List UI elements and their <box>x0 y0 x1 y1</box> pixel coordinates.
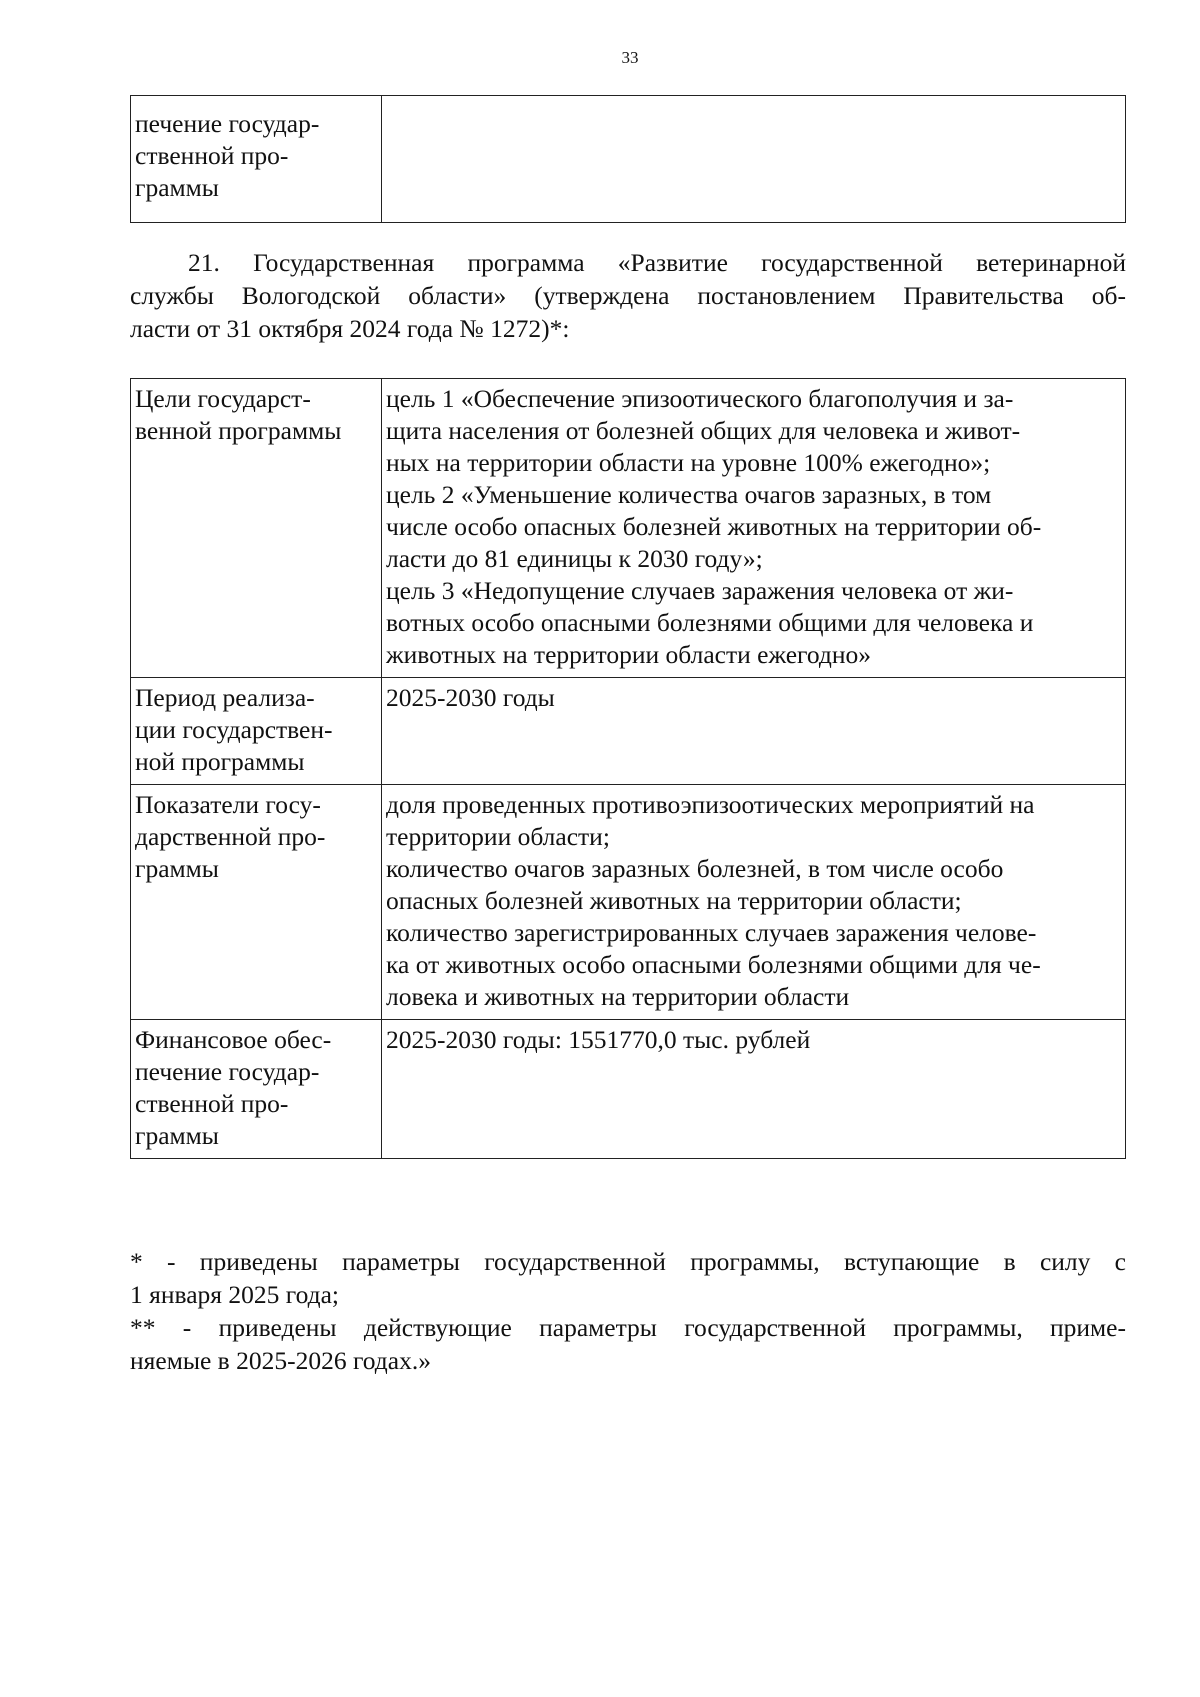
table-cell-label <box>131 785 382 1020</box>
section-heading-line: ласти от 31 октября 2024 года № 1272)*: <box>130 314 570 343</box>
cell-line: Финансовое обес- <box>135 1025 332 1054</box>
cell-line: вотных особо опасными болезнями общими для человека и <box>386 608 1034 637</box>
cell-line: граммы <box>135 854 219 883</box>
cell-line: территории области; <box>386 822 610 851</box>
table-cell-label <box>131 678 382 785</box>
cell-line: венной программы <box>135 416 342 445</box>
table-cell-value-empty <box>382 96 1126 223</box>
cell-line: числе особо опасных болезней животных на территории об- <box>386 512 1042 541</box>
cell-line: цель 2 «Уменьшение количества очагов заразных, в том <box>386 480 992 509</box>
footnote-line: няемые в 2025-2026 годах.» <box>130 1346 431 1375</box>
cell-line: дарственной про- <box>135 822 326 851</box>
cell-line: цель 1 «Обеспечение эпизоотического благополучия и за- <box>386 384 1014 413</box>
cell-line: 2025-2030 годы <box>386 683 555 712</box>
section-heading-line: 21. Государственная программа «Развитие государственной ветеринарной <box>188 248 1126 277</box>
cell-line: Период реализа- <box>135 683 315 712</box>
footnotes <box>130 1245 1126 1377</box>
table-row <box>131 379 1126 678</box>
table-cell-value <box>382 678 1126 785</box>
cell-line: животных на территории области ежегодно» <box>386 640 872 669</box>
table-cell-value <box>382 785 1126 1020</box>
cell-line: ласти до 81 единицы к 2030 году»; <box>386 544 763 573</box>
table-cell-label <box>131 1020 382 1159</box>
section-heading-line: службы Вологодской области» (утверждена постановлением Правительства об- <box>130 281 1126 310</box>
cell-line: ной программы <box>135 747 305 776</box>
cell-line: Показатели госу- <box>135 790 321 819</box>
cell-line: граммы <box>135 1121 219 1150</box>
program-passport-table <box>130 378 1126 1159</box>
cell-line: количество очагов заразных болезней, в том числе особо <box>386 854 1004 883</box>
cell-line: Цели государст- <box>135 384 311 413</box>
table-row <box>131 96 1126 223</box>
cell-line: количество зарегистрированных случаев заражения челове- <box>386 918 1037 947</box>
page-number: 33 <box>621 48 639 67</box>
cell-line: ловека и животных на территории области <box>386 982 850 1011</box>
cell-line: ных на территории области на уровне 100% ежегодно»; <box>386 448 991 477</box>
top-table-continuation <box>130 95 1126 223</box>
cell-line: печение государ- <box>135 1057 320 1086</box>
cell-line: 2025-2030 годы: 1551770,0 тыс. рублей <box>386 1025 811 1054</box>
footnote-line: * - приведены параметры государственной программы, вступающие в силу с <box>130 1247 1126 1276</box>
section-heading <box>130 246 1126 345</box>
table-cell-label <box>131 96 382 223</box>
table-row <box>131 785 1126 1020</box>
cell-line: печение государ- <box>135 109 320 138</box>
cell-line: ственной про- <box>135 1089 289 1118</box>
table-row <box>131 1020 1126 1159</box>
table-row <box>131 678 1126 785</box>
cell-line: доля проведенных противоэпизоотических мероприятий на <box>386 790 1035 819</box>
table-cell-label <box>131 379 382 678</box>
cell-line: цель 3 «Недопущение случаев заражения человека от жи- <box>386 576 1014 605</box>
cell-line: граммы <box>135 173 219 202</box>
cell-line: опасных болезней животных на территории области; <box>386 886 962 915</box>
table-cell-value <box>382 1020 1126 1159</box>
cell-line: ственной про- <box>135 141 289 170</box>
footnote-line: 1 января 2025 года; <box>130 1280 339 1309</box>
cell-line: щита населения от болезней общих для человека и живот- <box>386 416 1021 445</box>
cell-line: ка от животных особо опасными болезнями общими для че- <box>386 950 1041 979</box>
table-cell-value <box>382 379 1126 678</box>
cell-line: ции государствен- <box>135 715 333 744</box>
footnote-line: ** - приведены действующие параметры государственной программы, приме- <box>130 1313 1126 1342</box>
